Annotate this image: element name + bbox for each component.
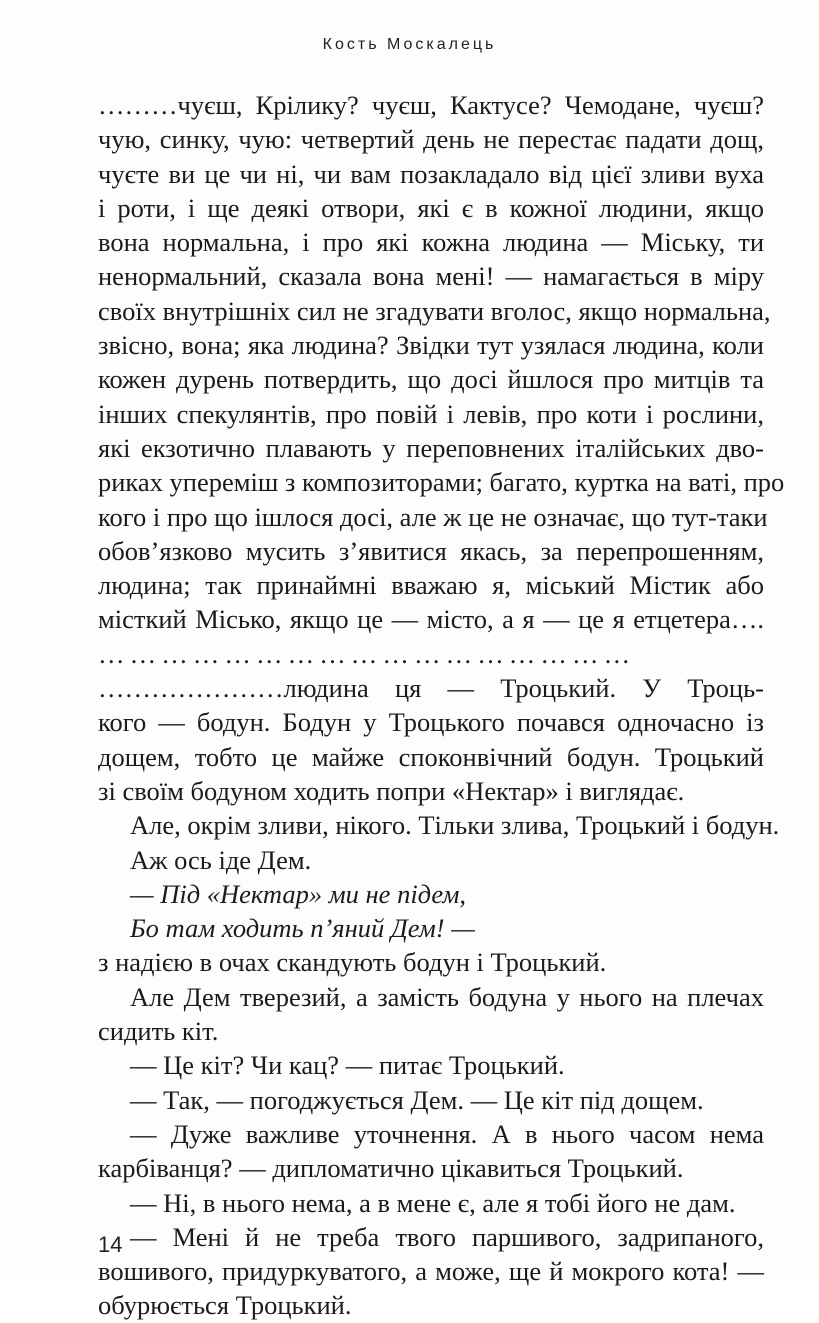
verse-line: Бо там ходить п’яний Дем! — bbox=[130, 913, 475, 944]
text-line: з надією в очах скандують бодун і Троцький. bbox=[98, 947, 607, 978]
text-line: зі своїм бодуном ходить попри «Нектар» і виглядає. bbox=[98, 775, 685, 806]
page-number: 14 bbox=[98, 1232, 123, 1257]
text-line: сидить кіт. bbox=[98, 1016, 219, 1047]
text-line: Аж ось іде Дем. bbox=[130, 844, 312, 875]
text-line: кого і про що ішлося досі, але ж це не означає, що тут-таки bbox=[98, 501, 768, 532]
text-line: …………………людина ця — Троцький. У Троць- bbox=[98, 673, 764, 704]
running-head-author: Кость Москалець bbox=[322, 36, 497, 53]
dialogue-line: — Мені й не треба твого паршивого, задрипаного, bbox=[130, 1221, 764, 1252]
dialogue-line: — Ні, в нього нема, а в мене є, але я тобі його не дам. bbox=[130, 1187, 736, 1218]
text-line: своїх внутрішніх сил не згадувати вголос, якщо нормальна, bbox=[98, 295, 771, 326]
text-line: Але Дем тверезий, а замість бодуна у нього на плечах bbox=[130, 981, 764, 1012]
text-line: ………чуєш, Крілику? чуєш, Кактусе? Чемодане, чуєш? bbox=[98, 90, 764, 120]
page-body-text bbox=[98, 88, 785, 1323]
text-line: вошивого, придуркуватого, а може, ще й мокрого кота! — bbox=[98, 1256, 764, 1287]
text-line: Але, окрім зливи, нікого. Тільки злива, Троцький і бодун. bbox=[130, 810, 780, 841]
text-line: людина; так принаймні вважаю я, міський Містик або bbox=[98, 570, 764, 601]
text-line: інших спекулянтів, про повій і левів, про коти і рослини, bbox=[98, 398, 764, 429]
text-line: чую, синку, чую: четвертий день не перестає падати дощ, bbox=[98, 124, 764, 155]
text-line: вона нормальна, і про які кожна людина — Міську, ти bbox=[98, 227, 764, 258]
text-line: обов’язково мусить з’явитися якась, за перепрошенням, bbox=[98, 535, 764, 566]
text-line: чуєте ви це чи ні, чи вам позакладало від цієї зливи вуха bbox=[98, 158, 764, 189]
text-line: звісно, вона; яка людина? Звідки тут узялася людина, коли bbox=[98, 330, 764, 361]
text-line: кожен дурень потвердить, що досі йшлося про митців та bbox=[98, 364, 764, 395]
text-line: карбіванця? — дипломатично цікавиться Троцький. bbox=[98, 1153, 684, 1184]
dialogue-line: — Дуже важливе уточнення. А в нього часом нема bbox=[130, 1118, 764, 1149]
text-line: дощем, тобто це майже споконвічний бодун. Троцький bbox=[98, 741, 764, 772]
verse-line: — Під «Нектар» ми не підем, bbox=[130, 878, 467, 909]
text-line: кого — бодун. Бодун у Троцького почався одночасно із bbox=[98, 707, 764, 738]
dialogue-line: — Так, — погоджується Дем. — Це кіт під дощем. bbox=[130, 1084, 704, 1115]
text-line: риках упереміш з композиторами; багато, куртка на ваті, про bbox=[98, 467, 785, 498]
text-line: місткий Місько, якщо це — місто, а я — це я етцетера…. bbox=[98, 604, 764, 635]
dialogue-line: — Це кіт? Чи кац? — питає Троцький. bbox=[130, 1050, 565, 1081]
text-line: ненормальний, сказала вона мені! — намагається в міру bbox=[98, 261, 764, 292]
ellipsis-line: …………………………………………… bbox=[98, 638, 636, 669]
text-line: які екзотично плавають у переповнених італійських дво- bbox=[98, 432, 764, 463]
text-line: і роти, і ще деякі отвори, які є в кожної людини, якщо bbox=[98, 192, 764, 223]
text-line: обурюється Троцький. bbox=[98, 1290, 352, 1321]
